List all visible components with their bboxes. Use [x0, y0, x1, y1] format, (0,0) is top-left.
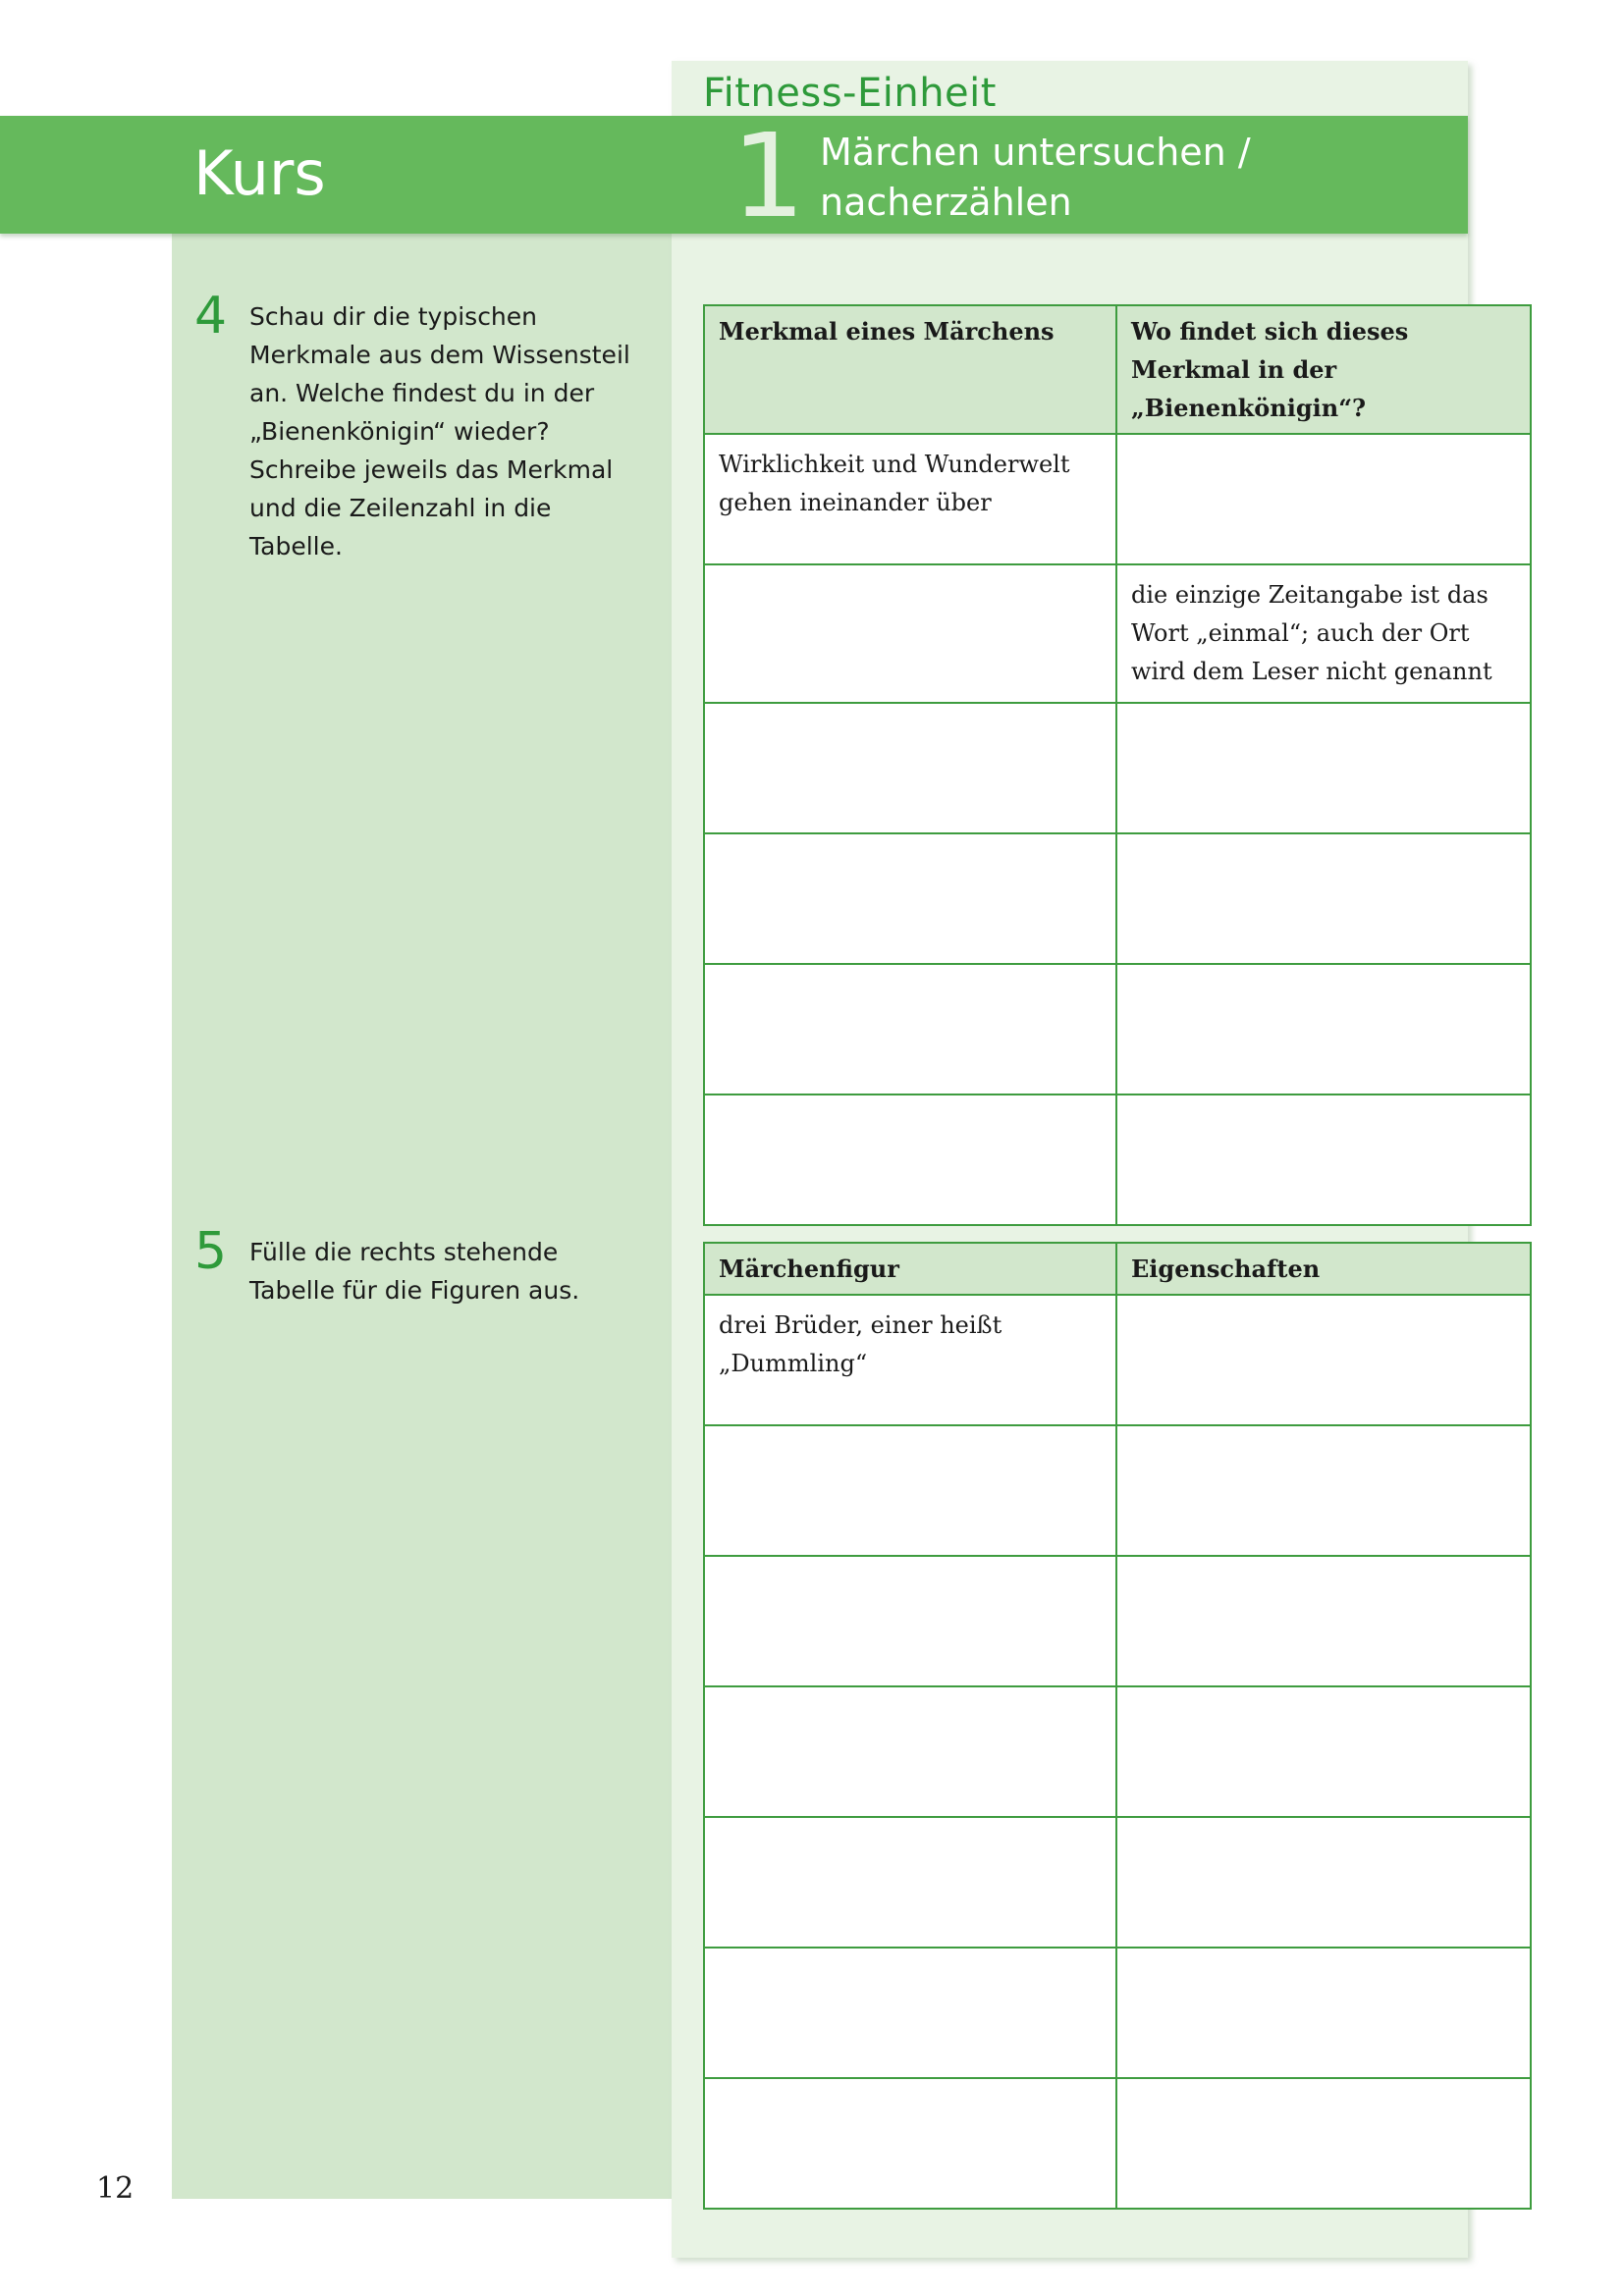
table-row — [704, 1686, 1531, 1817]
table-cell[interactable] — [1116, 1686, 1531, 1817]
table-cell[interactable]: Wirklichkeit und Wunderwelt gehen ineinander über — [704, 434, 1116, 564]
table-cell[interactable] — [1116, 833, 1531, 964]
table-row — [704, 1425, 1531, 1556]
table-cell[interactable] — [704, 1948, 1116, 2078]
table-cell[interactable] — [1116, 703, 1531, 833]
figuren-table — [703, 1242, 1532, 2210]
table-cell[interactable] — [1116, 1948, 1531, 2078]
course-title: Kurs — [193, 137, 326, 209]
task-5-number: 5 — [194, 1222, 228, 1281]
table-cell[interactable] — [704, 564, 1116, 703]
task-4-text: Schau dir die typischen Merkmale aus dem Wissensteil an. Welche findest du in der „Bienenkönigin“ wieder? Schreibe jeweils das Merkmal und die Zeilenzahl in die Tabelle. — [249, 302, 630, 561]
table-cell[interactable] — [1116, 964, 1531, 1095]
table-cell[interactable] — [1116, 1095, 1531, 1225]
table-row — [704, 1556, 1531, 1686]
table-cell[interactable] — [704, 1095, 1116, 1225]
table-cell[interactable]: die einzige Zeitangabe ist das Wort „einmal“; auch der Ort wird dem Leser nicht genannt — [1116, 564, 1531, 703]
table-cell[interactable] — [1116, 1425, 1531, 1556]
unit-label: Fitness-Einheit — [703, 71, 997, 116]
unit-title: Märchen untersuchen / nacherzählen — [820, 131, 1251, 224]
task-5-text: Fülle die rechts stehende Tabelle für die Figuren aus. — [249, 1238, 580, 1305]
table-row — [704, 2078, 1531, 2209]
table-cell[interactable] — [1116, 1556, 1531, 1686]
table-cell[interactable] — [1116, 2078, 1531, 2209]
unit-number: 1 — [731, 108, 806, 243]
table-row — [704, 434, 1531, 564]
table-cell[interactable] — [1116, 1295, 1531, 1425]
task-4-number: 4 — [194, 287, 228, 346]
table-cell[interactable] — [704, 964, 1116, 1095]
table-header-row — [704, 1243, 1531, 1295]
table-row — [704, 703, 1531, 833]
merkmale-table — [703, 304, 1532, 1226]
column-header: Wo findet sich dieses Merkmal in der „Bienenkönigin“? — [1116, 305, 1531, 434]
table-cell[interactable] — [704, 703, 1116, 833]
page-number: 12 — [96, 2171, 135, 2206]
table-cell[interactable]: drei Brüder, einer heißt „Dummling“ — [704, 1295, 1116, 1425]
table-cell[interactable] — [704, 1686, 1116, 1817]
table-row — [704, 1817, 1531, 1948]
table-row — [704, 1295, 1531, 1425]
table-cell[interactable] — [704, 1425, 1116, 1556]
table-row — [704, 833, 1531, 964]
table-cell[interactable] — [1116, 1817, 1531, 1948]
table-row — [704, 564, 1531, 703]
table-cell[interactable] — [704, 1556, 1116, 1686]
table-header-row — [704, 305, 1531, 434]
table-cell[interactable] — [704, 833, 1116, 964]
column-header: Eigenschaften — [1116, 1243, 1531, 1295]
column-header: Merkmal eines Märchens — [704, 305, 1116, 434]
table-row — [704, 1095, 1531, 1225]
table-cell[interactable] — [704, 1817, 1116, 1948]
table-cell[interactable] — [704, 2078, 1116, 2209]
column-header: Märchenfigur — [704, 1243, 1116, 1295]
table-row — [704, 1948, 1531, 2078]
table-cell[interactable] — [1116, 434, 1531, 564]
table-row — [704, 964, 1531, 1095]
